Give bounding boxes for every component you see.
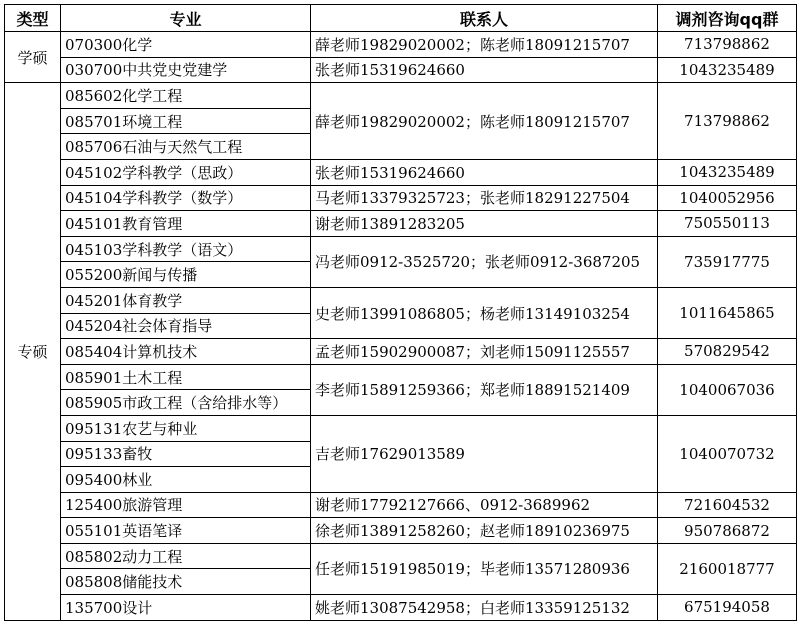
table-row: [5, 236, 797, 262]
qq-cell: 675194058: [658, 595, 797, 621]
qq-cell: 713798862: [658, 32, 797, 58]
contact-cell: 吉老师17629013589: [311, 415, 658, 492]
major-cell: 045204社会体育指导: [61, 313, 311, 339]
major-cell: 095131农艺与种业: [61, 415, 311, 441]
major-cell: 085706石油与天然气工程: [61, 134, 311, 160]
major-cell: 095133畜牧: [61, 441, 311, 467]
major-cell: 085602化学工程: [61, 83, 311, 109]
major-cell: 045201体育教学: [61, 287, 311, 313]
header-qq-group: 调剂咨询qq群: [658, 5, 797, 32]
table-row: [5, 83, 797, 109]
qq-cell: 735917775: [658, 236, 797, 287]
contact-cell: 薛老师19829020002；陈老师18091215707: [311, 83, 658, 160]
contact-cell: 任老师15191985019；毕老师13571280936: [311, 543, 658, 594]
contact-cell: 史老师13991086805；杨老师13149103254: [311, 287, 658, 338]
qq-cell: 2160018777: [658, 543, 797, 594]
adjustment-contact-table: [4, 4, 797, 621]
table-row: [5, 518, 797, 544]
major-cell: 045102学科教学（思政）: [61, 159, 311, 185]
major-cell: 085701环境工程: [61, 108, 311, 134]
table-row: [5, 543, 797, 569]
qq-cell: 713798862: [658, 83, 797, 160]
qq-cell: 570829542: [658, 339, 797, 365]
header-major: 专业: [61, 5, 311, 32]
qq-cell: 1043235489: [658, 57, 797, 83]
table-row: [5, 364, 797, 390]
contact-cell: 马老师13379325723；张老师18291227504: [311, 185, 658, 211]
contact-cell: 冯老师0912-3525720；张老师0912-3687205: [311, 236, 658, 287]
major-cell: 085808储能技术: [61, 569, 311, 595]
qq-cell: 1040067036: [658, 364, 797, 415]
table-row: [5, 159, 797, 185]
qq-cell: 950786872: [658, 518, 797, 544]
major-cell: 055200新闻与传播: [61, 262, 311, 288]
major-cell: 070300化学: [61, 32, 311, 58]
qq-cell: 721604532: [658, 492, 797, 518]
contact-cell: 张老师15319624660: [311, 159, 658, 185]
major-cell: 055101英语笔译: [61, 518, 311, 544]
contact-cell: 姚老师13087542958；白老师13359125132: [311, 595, 658, 621]
table-row: [5, 32, 797, 58]
contact-cell: 谢老师17792127666、0912-3689962: [311, 492, 658, 518]
header-type: 类型: [5, 5, 61, 32]
major-cell: 135700设计: [61, 595, 311, 621]
major-cell: 045101教育管理: [61, 211, 311, 237]
table-row: [5, 415, 797, 441]
table-row: [5, 492, 797, 518]
table-row: [5, 185, 797, 211]
contact-cell: 李老师15891259366；郑老师18891521409: [311, 364, 658, 415]
header-contact: 联系人: [311, 5, 658, 32]
major-cell: 085905市政工程（含给排水等）: [61, 390, 311, 416]
major-cell: 030700中共党史党建学: [61, 57, 311, 83]
major-cell: 085901土木工程: [61, 364, 311, 390]
type-cell: 专硕: [5, 83, 61, 620]
qq-cell: 1043235489: [658, 159, 797, 185]
major-cell: 045104学科教学（数学）: [61, 185, 311, 211]
table-row: [5, 287, 797, 313]
contact-cell: 孟老师15902900087；刘老师15091125557: [311, 339, 658, 365]
major-cell: 045103学科教学（语文）: [61, 236, 311, 262]
qq-cell: 1011645865: [658, 287, 797, 338]
major-cell: 085802动力工程: [61, 543, 311, 569]
contact-cell: 徐老师13891258260；赵老师18910236975: [311, 518, 658, 544]
table-row: [5, 595, 797, 621]
contact-cell: 谢老师13891283205: [311, 211, 658, 237]
major-cell: 125400旅游管理: [61, 492, 311, 518]
header-row: [5, 5, 797, 32]
table-row: [5, 57, 797, 83]
qq-cell: 1040070732: [658, 415, 797, 492]
qq-cell: 750550113: [658, 211, 797, 237]
qq-cell: 1040052956: [658, 185, 797, 211]
table-row: [5, 339, 797, 365]
contact-cell: 薛老师19829020002；陈老师18091215707: [311, 32, 658, 58]
contact-cell: 张老师15319624660: [311, 57, 658, 83]
major-cell: 095400林业: [61, 467, 311, 493]
major-cell: 085404计算机技术: [61, 339, 311, 365]
table-row: [5, 211, 797, 237]
type-cell: 学硕: [5, 32, 61, 83]
